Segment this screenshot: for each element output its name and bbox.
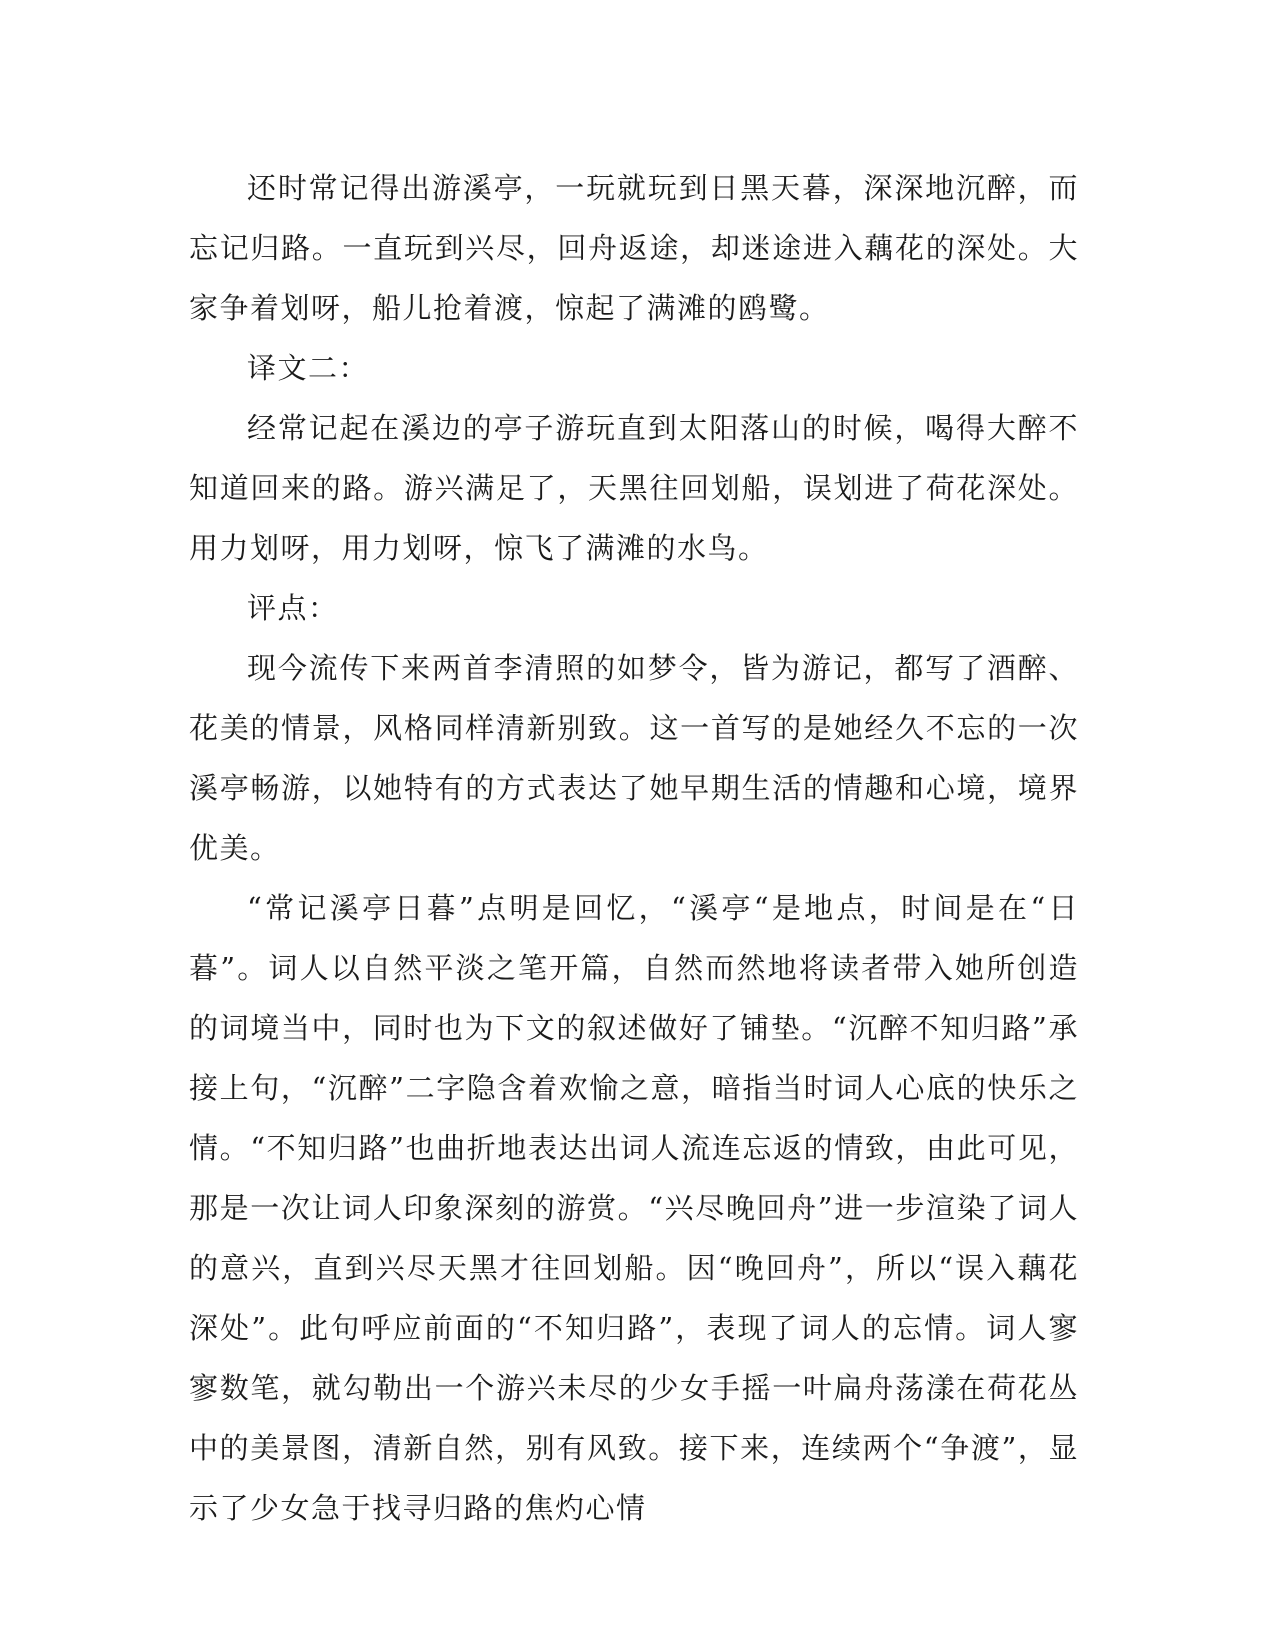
paragraph-translation-two: 经常记起在溪边的亭子游玩直到太阳落山的时候，喝得大醉不知道回来的路。游兴满足了，天黑往回划船，误划进了荷花深处。用力划呀，用力划呀，惊飞了满滩的水鸟。: [189, 411, 1079, 565]
paragraph-commentary-intro: 现今流传下来两首李清照的如梦令，皆为游记，都写了酒醉、花美的情景，风格同样清新别致。这一首写的是她经久不忘的一次溪亭畅游，以她特有的方式表达了她早期生活的情趣和心境，境界优美。: [189, 651, 1079, 865]
paragraph-commentary-analysis: “常记溪亭日暮”点明是回忆，“溪亭“是地点，时间是在“日暮”。词人以自然平淡之笔开篇，自然而然地将读者带入她所创造的词境当中，同时也为下文的叙述做好了铺垫。“沉醉不知归路”承接上句，“沉醉”二字隐含着欢愉之意，暗指当时词人心底的快乐之情。“不知归路”也曲折地表达出词人流连忘返的情致，由此可见，那是一次让词人印象深刻的游赏。“兴尽晚回舟”进一步渲染了词人的意兴，直到兴尽天黑才往回划船。因“晚回舟”，所以“误入藕花深处”。此句呼应前面的“不知归路”，表现了词人的忘情。词人寥寥数笔，就勾勒出一个游兴未尽的少女手摇一叶扁舟荡漾在荷花丛中的美景图，清新自然，别有风致。接下来，连续两个“争渡”，显示了少女急于找寻归路的焦灼心情: [189, 891, 1079, 1525]
paragraph-translation-one-end: 还时常记得出游溪亭，一玩就玩到日黑天暮，深深地沉醉，而忘记归路。一直玩到兴尽，回舟返途，却迷途进入藕花的深处。大家争着划呀，船儿抢着渡，惊起了满滩的鸥鹭。: [189, 171, 1079, 325]
heading-commentary: 评点：: [247, 591, 339, 625]
document-body: [189, 158, 1079, 1538]
heading-translation-two: 译文二：: [247, 351, 370, 385]
